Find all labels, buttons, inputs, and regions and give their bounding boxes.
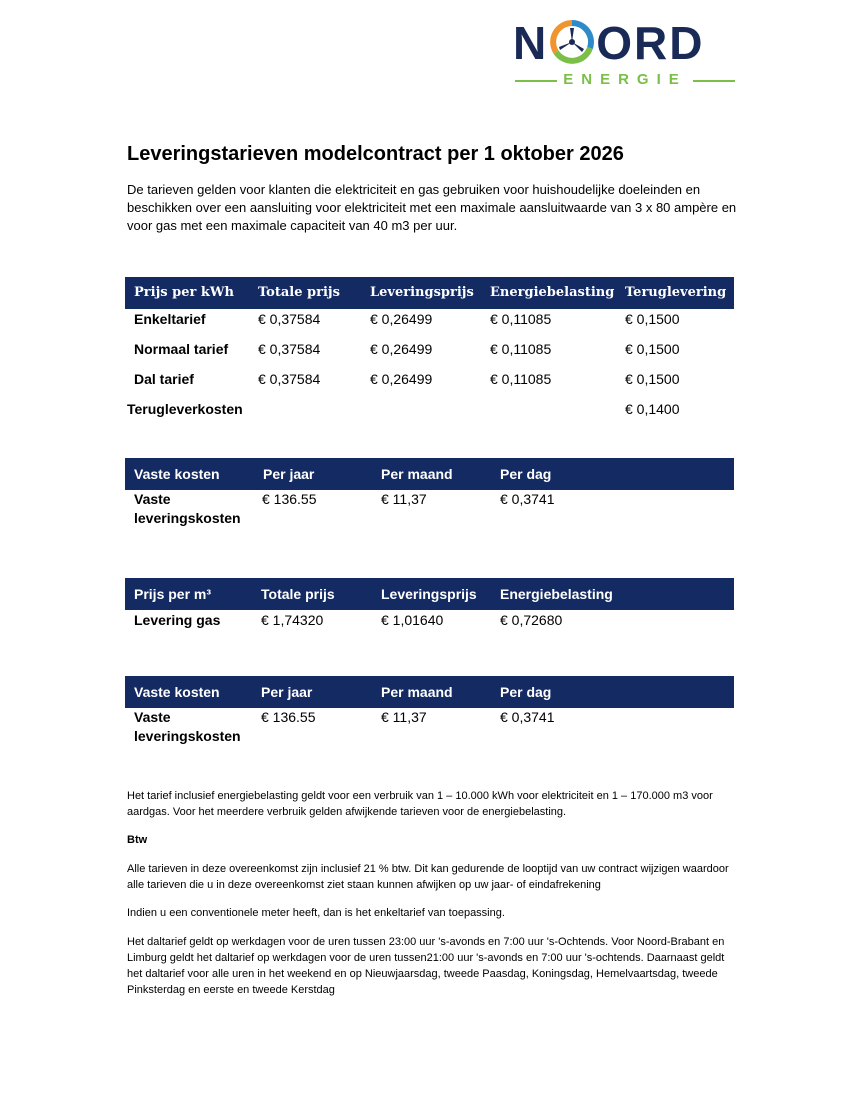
cell-total: € 0,37584	[258, 311, 321, 327]
cell-tax: € 0,72680	[500, 612, 563, 628]
turbine-ring-icon	[549, 19, 595, 65]
cell-tax: € 0,11085	[490, 311, 552, 327]
cell-month: € 11,37	[381, 709, 427, 725]
cell-delivery: € 0,26499	[370, 341, 433, 357]
col-header-month: Per maand	[381, 684, 453, 700]
row-label: Dal tarief	[134, 371, 194, 387]
cell-tax: € 0,11085	[490, 341, 552, 357]
cell-total: € 0,37584	[258, 341, 321, 357]
col-header-delivery: Leveringsprijs	[381, 586, 477, 602]
gas-table-header	[125, 578, 734, 610]
company-logo	[513, 18, 737, 94]
logo-line-right	[693, 80, 735, 82]
row-label: Normaal tarief	[134, 341, 229, 357]
return-cost-label: Terugleverkosten	[127, 401, 243, 417]
col-header-total: Totale prijs	[258, 285, 340, 300]
usage-note: Het tarief inclusief energiebelasting geldt voor een verbruik van 1 – 10.000 kWh voor elektriciteit en 1 – 170.000 m3 voor aardgas. Voor het meerdere verbruik gelden afwijkende tarieven voor de energiebelasting.	[127, 790, 713, 818]
col-header-year: Per jaar	[263, 466, 315, 482]
cell-day: € 0,3741	[500, 709, 555, 725]
row-label: Enkeltarief	[134, 311, 206, 327]
col-header-total: Totale prijs	[261, 586, 335, 602]
cell-delivery: € 0,26499	[370, 371, 433, 387]
col-header-day: Per dag	[500, 466, 552, 482]
col-header-delivery: Leveringsprijs	[370, 285, 474, 300]
cell-month: € 11,37	[381, 491, 427, 507]
cell-year: € 136.55	[262, 491, 317, 507]
fixed-costs-electricity-header	[125, 458, 734, 490]
col-header-day: Per dag	[500, 684, 552, 700]
logo-letters-ord: ORD	[596, 17, 705, 69]
logo-wordmark	[513, 18, 704, 68]
cell-delivery: € 0,26499	[370, 311, 433, 327]
logo-letter-n: N	[513, 17, 549, 69]
btw-paragraph: Alle tarieven in deze overeenkomst zijn inclusief 21 % btw. Dit kan gedurende de looptijd van uw contract wijzigen waardoor alle tarieven die u in deze overeenkomst ziet staan kunnen afwijken op uw jaar- of eindafrekening	[127, 863, 729, 891]
row-label: Vaste leveringskosten	[134, 491, 241, 526]
logo-subtext: ENERGIE	[563, 71, 687, 88]
col-header-fixed: Vaste kosten	[134, 466, 220, 482]
logo-line-left	[515, 80, 557, 82]
btw-heading: Btw	[127, 834, 148, 846]
col-header-tax: Energiebelasting	[500, 586, 613, 602]
col-header-fixed: Vaste kosten	[134, 684, 220, 700]
col-header-year: Per jaar	[261, 684, 313, 700]
cell-day: € 0,3741	[500, 491, 555, 507]
cell-year: € 136.55	[261, 709, 316, 725]
cell-return: € 0,1500	[625, 311, 680, 327]
row-label: Levering gas	[134, 612, 221, 628]
intro-paragraph: De tarieven gelden voor klanten die elektriciteit en gas gebruiken voor huishoudelijke doeleinden en beschikken over een aansluiting voor elektriciteit met een maximale aansluitwaarde van 3 x 80 ampère en voor gas met een maximale capaciteit van 40 m3 per uur.	[127, 182, 737, 233]
row-label: Vaste leveringskosten	[134, 709, 241, 744]
col-header-month: Per maand	[381, 466, 453, 482]
electricity-table-header	[125, 277, 734, 309]
return-cost-value: € 0,1400	[625, 401, 680, 417]
cell-return: € 0,1500	[625, 371, 680, 387]
meter-paragraph: Indien u een conventionele meter heeft, dan is het enkeltarief van toepassing.	[127, 907, 505, 919]
col-header-price-kwh: Prijs per kWh	[134, 285, 234, 300]
daltarief-paragraph: Het daltarief geldt op werkdagen voor de uren tussen 23:00 uur 's-avonds en 7:00 uur 's-Ochtends. Voor Noord-Brabant en Limburg geldt het daltarief op werkdagen voor de uren tussen21:00 uur 's-avonds en 7:00 uur 's-ochtends. Daarnaast geldt het daltarief voor alle uren in het weekend en op Nieuwjaarsdag, tweede Paasdag, Koningsdag, Hemelvaartsdag, tweede Pinksterdag en eerste en tweede Kerstdag	[127, 936, 725, 996]
col-header-return: Teruglevering	[625, 285, 727, 300]
page-title: Leveringstarieven modelcontract per 1 oktober 2026	[127, 143, 624, 165]
cell-total: € 1,74320	[261, 612, 324, 628]
cell-tax: € 0,11085	[490, 371, 552, 387]
fixed-costs-gas-header	[125, 676, 734, 708]
cell-total: € 0,37584	[258, 371, 321, 387]
logo-subword	[515, 70, 735, 90]
col-header-tax: Energiebelasting	[490, 285, 615, 300]
cell-return: € 0,1500	[625, 341, 680, 357]
col-header-price-m3: Prijs per m³	[134, 586, 212, 602]
cell-delivery: € 1,01640	[381, 612, 444, 628]
